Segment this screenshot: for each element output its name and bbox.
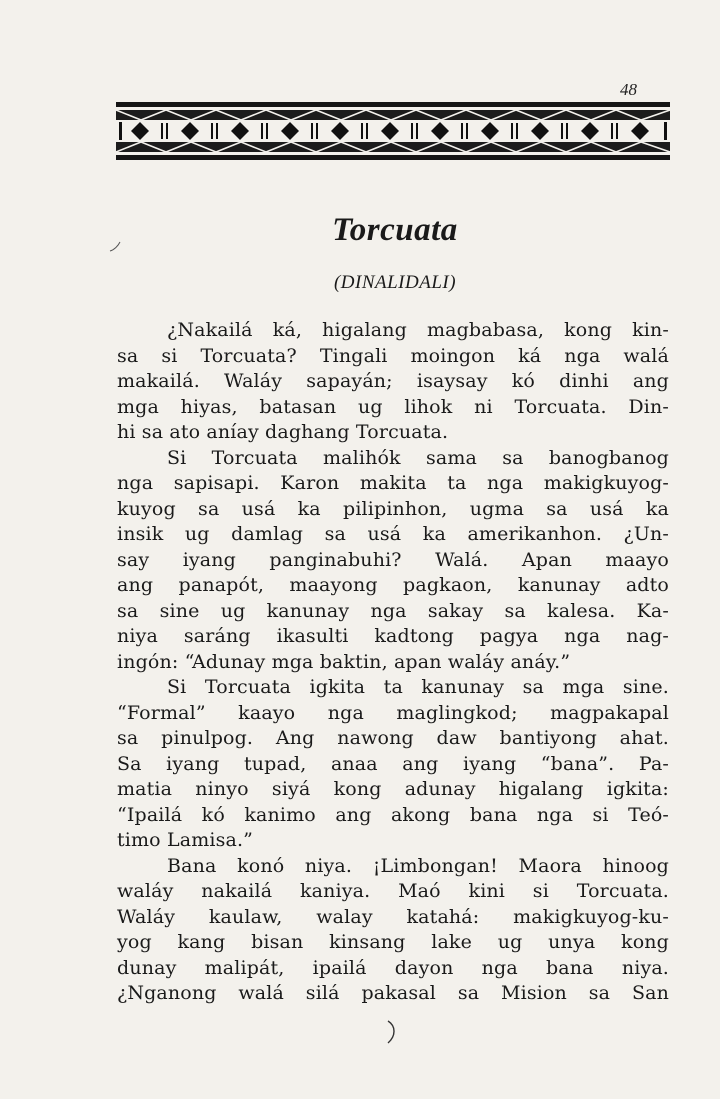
text-line: sa sine ug kanunay nga sakay sa kalesa. Ka- [117, 599, 669, 622]
text-line: kuyog sa usá ka pilipinhon, ugma sa usá ka [117, 497, 669, 520]
text-line: waláy nakailá kaniya. Maó kini si Torcuata. [117, 880, 669, 902]
text-line: “Ipailá kó kanimo ang akong bana nga si Teó- [117, 803, 669, 826]
text-line: say iyang panginabuhi? Walá. Apan maayo [117, 548, 669, 571]
text-line: Waláy kaulaw, walay katahá: makigkuyog-ku- [117, 905, 669, 928]
text-line: “Formal” kaayo nga maglingkod; magpakapal [117, 701, 669, 724]
text-line: matia ninyo siyá kong adunay higalang igkita: [117, 778, 669, 800]
text-line: sa si Torcuata? Tingali moingon ká nga walá [117, 344, 669, 367]
text-line: timo Lamisa.” [117, 829, 254, 851]
text-line: ¿Nganong walá silá pakasal sa Mision sa San [117, 982, 669, 1004]
text-line: ingón: “Adunay mga baktin, apan waláy anáy.” [117, 650, 571, 673]
story-subtitle: (DINALIDALI) [333, 272, 457, 293]
text-line: niya saráng ikasulti kadtong pagya nga nag- [117, 625, 669, 647]
margin-speck-icon [108, 240, 122, 254]
text-line: makailá. Waláy sapayán; isaysay kó dinhi ang [117, 370, 669, 392]
text-line: insik ug damlag sa usá ka amerikanhon. ¿Un- [117, 523, 669, 545]
story-body [117, 318, 669, 1007]
story-title: Torcuata [332, 212, 458, 248]
text-line: ¿Nakailá ká, higalang magbabasa, kong kin- [167, 319, 669, 341]
text-line: Bana konó niya. ¡Limbongan! Maora hinoog [167, 854, 669, 877]
text-line: mga hiyas, batasan ug lihok ni Torcuata. Din- [117, 395, 669, 418]
text-line: hi sa ato aníay daghang Torcuata. [117, 421, 449, 443]
text-line: sa pinulpog. Ang nawong daw bantiyong ahat. [117, 727, 669, 749]
text-line: yog kang bisan kinsang lake ug unya kong [117, 931, 669, 953]
text-line: Si Torcuata igkita ta kanunay sa mga sine. [167, 676, 669, 698]
ornamental-border-icon [116, 102, 670, 160]
text-line: Si Torcuata malihók sama sa banogbanog [167, 446, 669, 469]
text-line: nga sapisapi. Karon makita ta nga makigkuyog- [117, 472, 669, 494]
text-line: Sa iyang tupad, anaa ang iyang “bana”. Pa- [117, 752, 669, 775]
page-number: 48 [620, 80, 637, 99]
text-line: dunay malipát, ipailá dayon nga bana niya. [117, 956, 669, 979]
scan-mark-icon [384, 1018, 400, 1046]
text-line: ang panapót, maayong pagkaon, kanunay adto [117, 574, 669, 596]
